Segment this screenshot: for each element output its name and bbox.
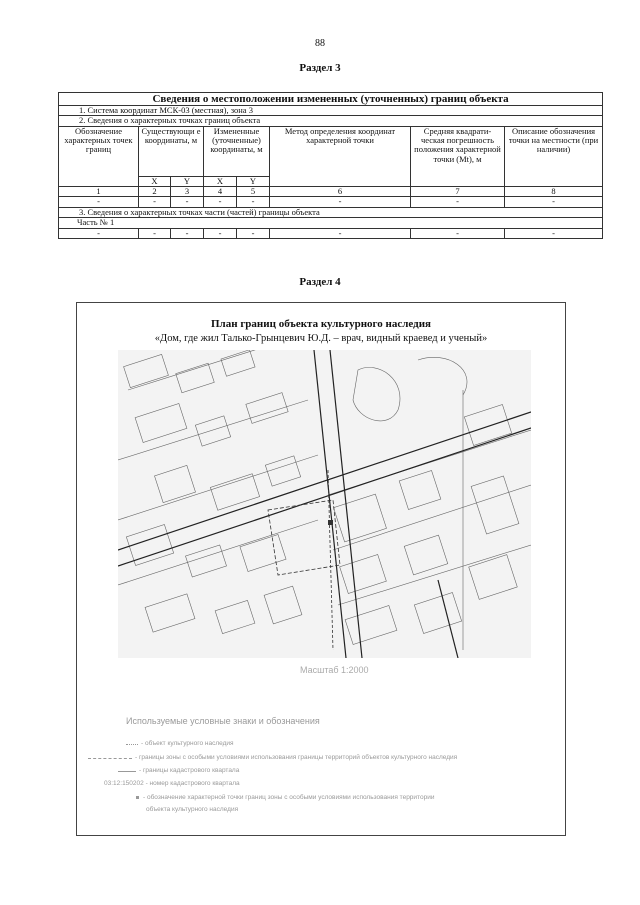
legend-zone-boundary: - границы зоны с особыми условиями использования границы территорий объектов культурного наследия [88,754,457,761]
empty-cell: - [139,197,171,207]
empty-cell: - [411,197,505,207]
col-number: 6 [270,187,411,197]
col-header-y: Y [171,176,204,186]
empty-cell: - [139,228,171,238]
cadastral-map [118,350,531,658]
col-header-y: Y [237,176,270,186]
part-number-row: Часть № 1 [59,218,603,228]
points-info-row: 2. Сведения о характерных точках границ объекта [59,116,603,126]
col-header-method: Метод определения координат характерной точки [270,126,411,186]
col-header-x: X [204,176,237,186]
legend-quarter-number: 03:12:150202 - номер кадастрового квартала [104,780,240,787]
legend-title: Используемые условные знаки и обозначения [126,716,320,726]
plan-subtitle: «Дом, где жил Талько-Грынцевич Ю.Д. – врач, видный краевед и ученый» [154,333,488,344]
empty-cell: - [59,228,139,238]
table-title: Сведения о местоположении измененных (уточненных) границ объекта [59,93,603,106]
cadastral-map-drawing [118,350,531,658]
map-scale: Масштаб 1:2000 [300,665,369,675]
point-marker-icon [136,796,139,799]
dotted-line-icon [126,744,138,745]
section4-heading: Раздел 4 [299,276,341,288]
col-header-error: Средняя квадрати-ческая погрешность положения характерной точки (Mt), м [411,126,505,186]
dashed-line-icon [88,758,132,759]
col-number: 8 [505,187,603,197]
col-header-designation: Обозначение характерных точек границ [59,126,139,186]
empty-cell: - [505,228,603,238]
legend-heritage-object: - объект культурного наследия [126,740,234,747]
plan-title: План границ объекта культурного наследия [211,318,431,330]
coord-system-row: 1. Система координат МСК-03 (местная), зона 3 [59,106,603,116]
col-number: 2 [139,187,171,197]
col-number: 7 [411,187,505,197]
col-header-changed: Измененные (уточненные) координаты, м [204,126,270,176]
empty-cell: - [237,228,270,238]
col-number: 5 [237,187,270,197]
boundary-table [58,92,603,239]
page-number: 88 [315,38,325,49]
col-header-description: Описание обозначения точки на местности (при наличии) [505,126,603,186]
part-points-row: 3. Сведения о характерных точках части (частей) границы объекта [59,207,603,217]
empty-cell: - [204,197,237,207]
section3-heading: Раздел 3 [299,62,341,74]
col-header-existing: Существующи е координаты, м [139,126,204,176]
empty-cell: - [204,228,237,238]
empty-cell: - [270,228,411,238]
col-number: 1 [59,187,139,197]
solid-line-icon [118,771,136,772]
empty-cell: - [270,197,411,207]
empty-cell: - [237,197,270,207]
legend-point-cont: объекта культурного наследия [146,806,239,813]
legend-quarter-boundary: - границы кадастрового квартала [118,767,239,774]
empty-cell: - [411,228,505,238]
empty-cell: - [59,197,139,207]
col-number: 4 [204,187,237,197]
legend-point: - обозначение характерной точки границ зоны с особыми условиями использования территории [136,794,434,801]
empty-cell: - [171,228,204,238]
empty-cell: - [505,197,603,207]
empty-cell: - [171,197,204,207]
col-number: 3 [171,187,204,197]
col-header-x: X [139,176,171,186]
